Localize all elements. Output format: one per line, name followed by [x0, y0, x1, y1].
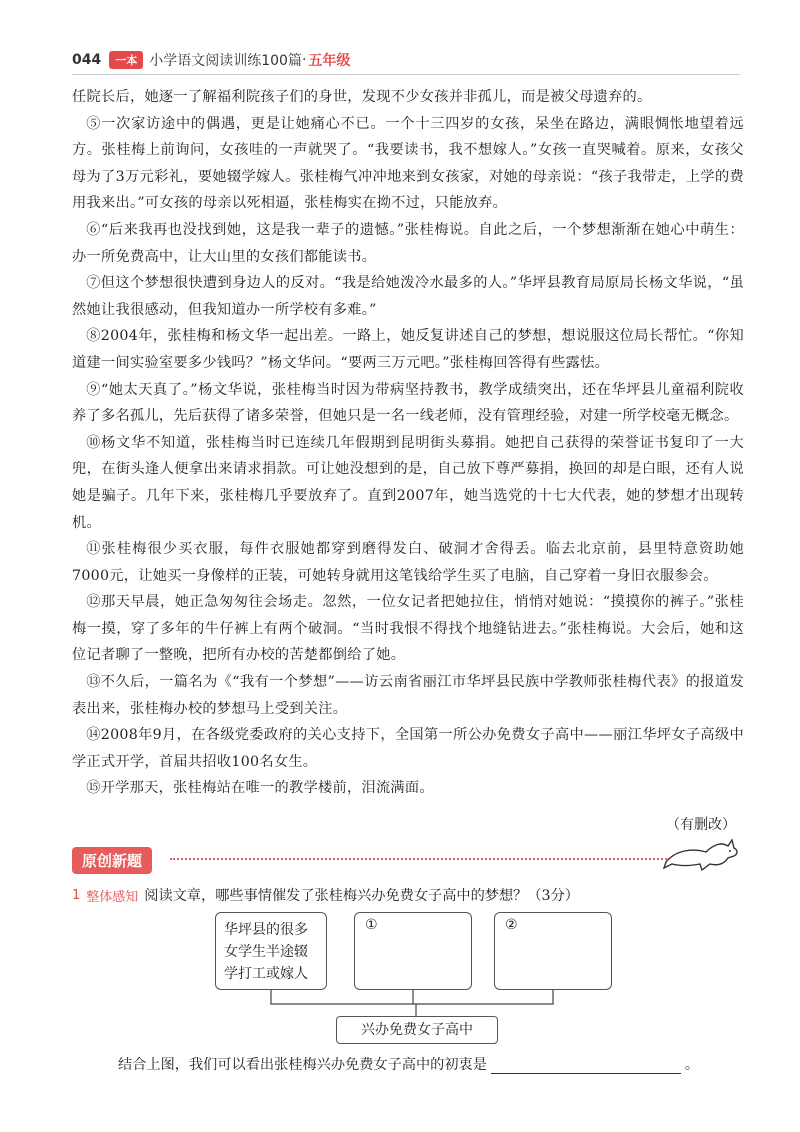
question-number: 1 — [72, 887, 81, 903]
grade-label: 五年级 — [308, 53, 351, 69]
cause-box-2[interactable] — [494, 912, 612, 990]
question-tag: 整体感知 — [86, 889, 139, 905]
question-text: 阅读文章，哪些事情催发了张桂梅兴办免费女子高中的梦想？（3分） — [144, 888, 579, 904]
article-paragraph: 任院长后，她逐一了解福利院孩子们的身世，发现不少女孩并非孤儿，而是被父母遗弃的。 — [72, 89, 652, 105]
article-paragraph: ⑤一次家访途中的偶遇，更是让她痛心不已。一个十三四岁的女孩，呆坐在路边，满眼惆怅地望着远方。张桂梅上前询问，女孩哇的一声就哭了。“我要读书，我不想嫁人。”女孩一直哭喊着。原来，女孩父母为了3万元彩礼，要她辍学嫁人。张桂梅气冲冲地来到女孩家，对她的母亲说：“孩子我带走，上学的费用我来出。”可女孩的母亲以死相逼，张桂梅实在拗不过，只能放弃。 — [72, 115, 744, 212]
article-paragraph: ⑫那天早晨，她正急匆匆往会场走。忽然，一位女记者把她拉住，悄悄对她说：“摸摸你的裤子。”张桂梅一摸，穿了多年的牛仔裤上有两个破洞。“当时我恨不得找个地缝钻进去。”张桂梅说。大会后，她和这位记者聊了一整晚，把所有办校的苦楚都倒给了她。 — [72, 594, 744, 664]
title-separator: · — [301, 52, 307, 68]
article-paragraph: ⑨“她太天真了。”杨文华说，张桂梅当时因为带病坚持教书，教学成绩突出，还在华坪县儿童福利院收养了多名孤儿，先后获得了诸多荣誉，但她只是一名一线老师，没有管理经验，对建一所学校毫无概念。 — [72, 381, 744, 425]
answer-blank[interactable] — [491, 1057, 681, 1074]
cause-box-1[interactable] — [354, 912, 472, 990]
book-title: 小学语文阅读训练100篇 — [149, 53, 302, 69]
result-box: 兴办免费女子高中 — [336, 1016, 498, 1044]
conclusion-text: 结合上图，我们可以看出张桂梅兴办免费女子高中的初衷是 — [118, 1057, 487, 1073]
section-title: 原创新题 — [72, 847, 152, 874]
box-number: ① — [365, 917, 378, 933]
article-paragraph: ⑥“后来我再也没找到她，这是我一辈子的遗憾。”张桂梅说。自此之后，一个梦想渐渐在她心中萌生：办一所免费高中，让大山里的女孩们都能读书。 — [72, 221, 744, 265]
source-note: （有删改） — [666, 817, 736, 833]
article-paragraph: ⑩杨文华不知道，张桂梅当时已连续几年假期到昆明街头募捐。她把自己获得的荣誉证书复印了一大兜，在街头逢人便拿出来请求捐款。可让她没想到的是，自己放下尊严募捐，换回的却是白眼，还有人说她是骗子。几年下来，张桂梅几乎要放弃了。直到2007年，她当选党的十七大代表，她的梦想才出现转机。 — [72, 434, 744, 531]
article-paragraph: ⑧2004年，张桂梅和杨文华一起出差。一路上，她反复讲述自己的梦想，想说服这位局长帮忙。“你知道建一间实验室要多少钱吗？”杨文华问。“要两三万元吧。”张桂梅回答得有些露怯。 — [72, 328, 744, 371]
box-number: ② — [505, 917, 518, 933]
conclusion-line — [118, 1054, 699, 1074]
conclusion-end: 。 — [684, 1057, 700, 1073]
article-paragraph: ⑮开学那天，张桂梅站在唯一的教学楼前，泪流满面。 — [86, 780, 434, 797]
series-badge: 一本 — [109, 51, 143, 69]
cause-box-given: 华坪县的很多女学生半途辍学打工或嫁人 — [215, 912, 327, 990]
article-paragraph: ⑭2008年9月，在各级党委政府的关心支持下，全国第一所公办免费女子高中——丽江华坪女子高级中学正式开学，首届共招收100名女生。 — [72, 727, 744, 770]
page-number: 044 — [72, 52, 102, 68]
article-paragraph: ⑪张桂梅很少买衣服，每件衣服她都穿到磨得发白、破洞才舍得丢。临去北京前，县里特意资助她7000元，让她买一身像样的正装，可她转身就用这笔钱给学生买了电脑，自己穿着一身旧衣服参会。 — [72, 541, 744, 584]
article-paragraph: ⑬不久后，一篇名为《“我有一个梦想”——访云南省丽江市华坪县民族中学教师张桂梅代表》的报道发表出来，张桂梅办校的梦想马上受到关注。 — [72, 674, 744, 717]
article-paragraph: ⑦但这个梦想很快遭到身边人的反对。“我是给她泼冷水最多的人。”华坪县教育局原局长杨文华说，“虽然她让我很感动，但我知道办一所学校有多难。” — [72, 275, 744, 318]
